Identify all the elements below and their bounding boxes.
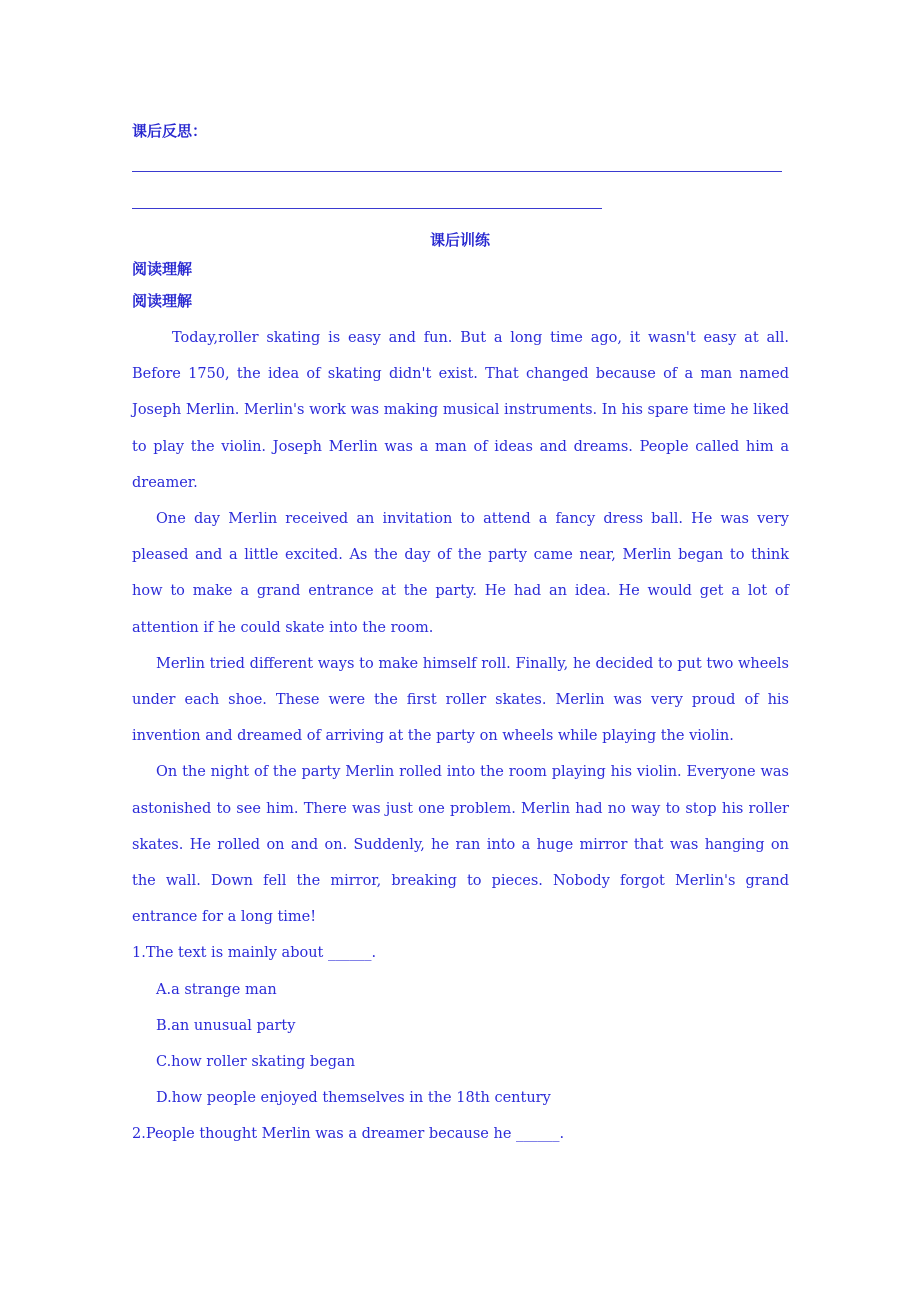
question-1-option-b: B.an unusual party xyxy=(156,1017,296,1034)
passage-paragraph-2: One day Merlin received an invitation to attend a fancy dress ball. He was very pleased and a little excited. As the day of the party came near, Merlin began to think how to make a grand entrance at the party. He had an idea. He would get a lot of attention if he could skate into the room. xyxy=(132,511,789,636)
question-2-stem: 2.People thought Merlin was a dreamer because he ______. xyxy=(132,1126,565,1143)
question-1-option-d: D.how people enjoyed themselves in the 18th century xyxy=(156,1090,551,1107)
question-1-stem: 1.The text is mainly about ______. xyxy=(132,945,377,962)
reflection-heading: 课后反思： xyxy=(132,122,208,140)
passage-paragraph-3: Merlin tried different ways to make himself roll. Finally, he decided to put two wheels under each shoe. These were the first roller skates. Merlin was very proud of his invention and dreamed of arriving at the party on wheels while playing the violin. xyxy=(132,655,789,745)
passage-paragraph-4: On the night of the party Merlin rolled into the room playing his violin. Everyone was astonished to see him. There was just one problem. Merlin had no way to stop his roller skates. He rolled on and on. Suddenly, he ran into a huge mirror that was hanging on the wall. Down fell the mirror, breaking to pieces. Nobody forgot Merlin's grand entrance for a long time! xyxy=(132,764,789,926)
question-1-option-a: A.a strange man xyxy=(156,981,277,998)
question-1-option-c: C.how roller skating began xyxy=(156,1054,356,1071)
passage-paragraph-1: Today,roller skating is easy and fun. But a long time ago, it wasn't easy at all. Before 1750, the idea of skating didn't exist. That changed because of a man named Joseph Merlin. Merlin's work was making musical instruments. In his spare time he liked to play the violin. Joseph Merlin was a man of ideas and dreams. People called him a dreamer. xyxy=(132,330,789,491)
answer-line-2 xyxy=(132,208,602,209)
answer-line-1 xyxy=(132,171,782,172)
reading-passage xyxy=(132,320,789,1153)
page-title: 课后训练 xyxy=(429,231,490,249)
section-heading-reading-1: 阅读理解 xyxy=(132,260,193,278)
section-heading-reading-2: 阅读理解 xyxy=(132,292,193,310)
